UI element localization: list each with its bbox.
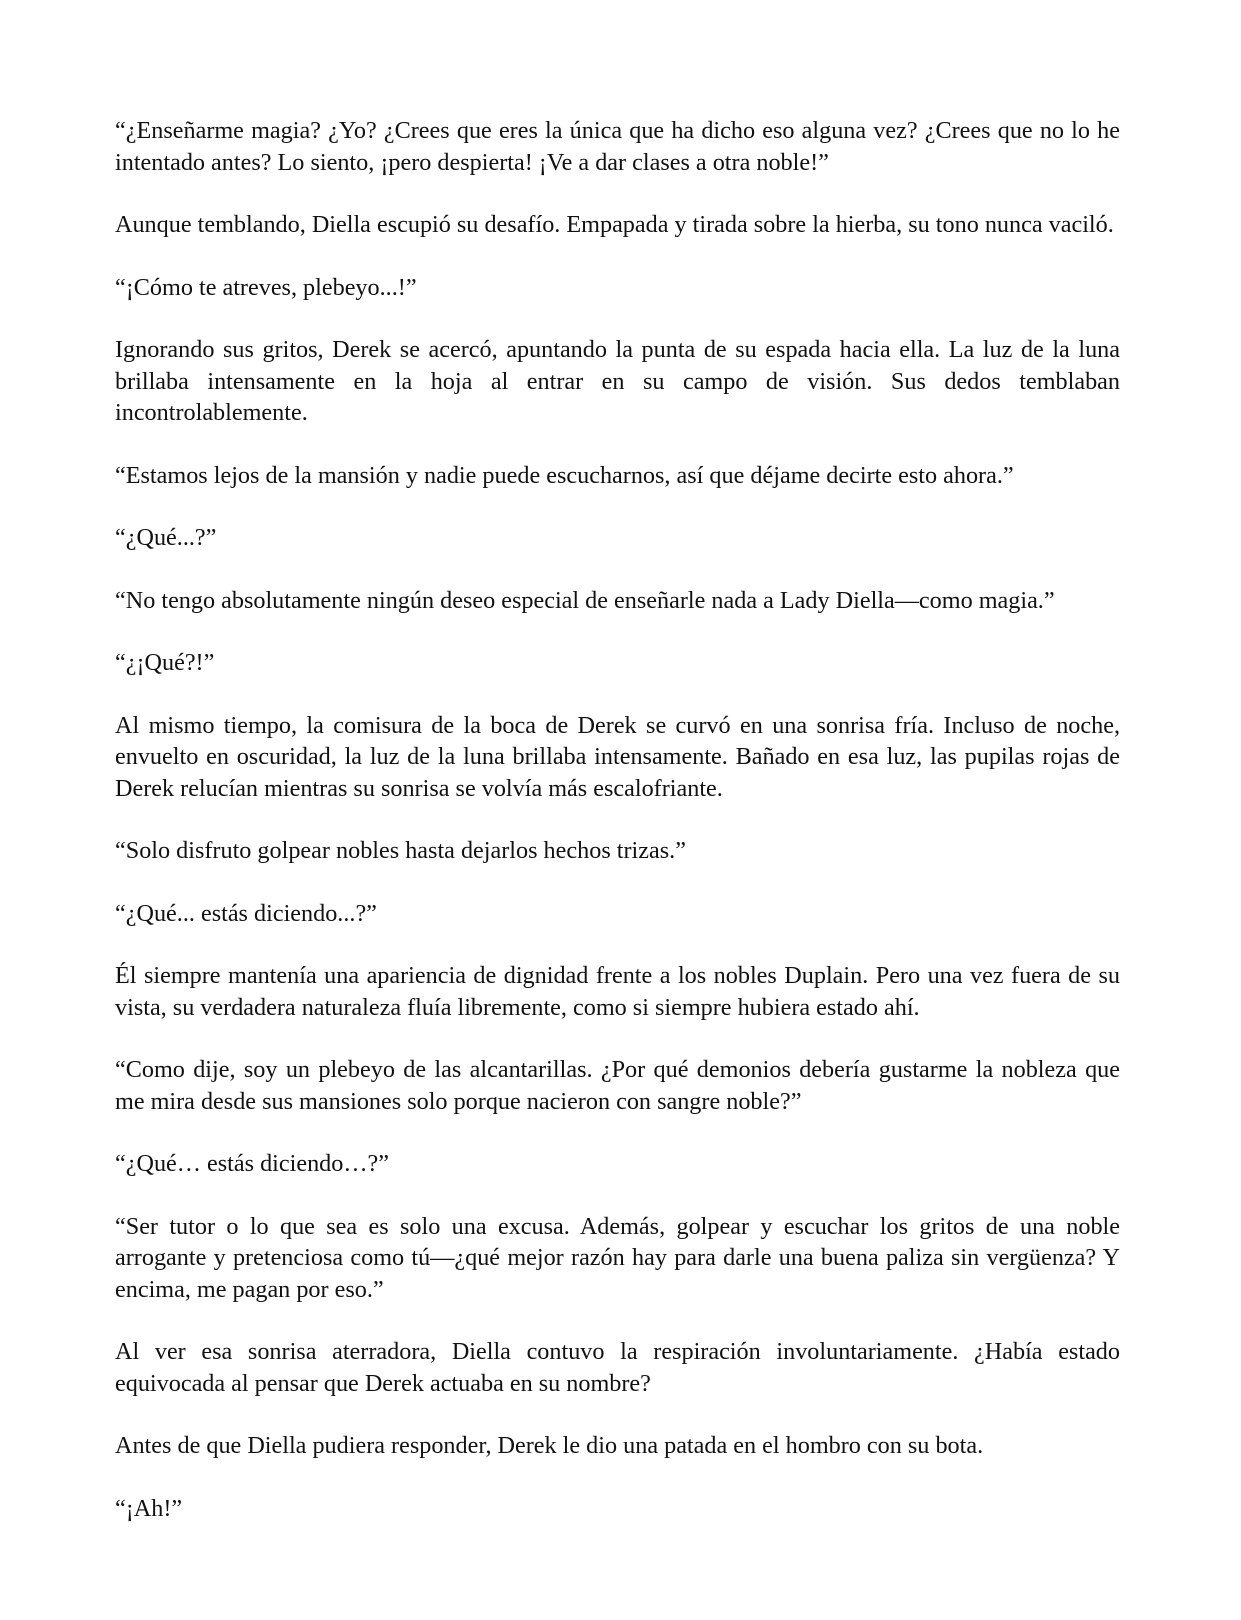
paragraph-4: Ignorando sus gritos, Derek se acercó, apuntando la punta de su espada hacia ella. La luz de la luna brillaba intensamente en la hoja al entrar en su campo de visión. Sus dedos temblaban incontrolablemente.	[115, 336, 1120, 426]
paragraph-8: “¿¡Qué?!”	[115, 649, 215, 676]
paragraph-15: “Ser tutor o lo que sea es solo una excusa. Además, golpear y escuchar los gritos de una noble arrogante y pretenciosa como tú—¿qué mejor razón hay para darle una buena paliza sin vergüenza? Y encima, me pagan por eso.”	[115, 1212, 1120, 1303]
document-page	[115, 115, 1120, 1555]
paragraph-6: “¿Qué...?”	[115, 524, 217, 551]
paragraph-18: “¡Ah!”	[115, 1494, 183, 1522]
paragraph-13: “Como dije, soy un plebeyo de las alcantarillas. ¿Por qué demonios debería gustarme la nobleza que me mira desde sus mansiones solo porque nacieron con sangre noble?”	[115, 1056, 1120, 1115]
paragraph-12: Él siempre mantenía una apariencia de dignidad frente a los nobles Duplain. Pero una vez fuera de su vista, su verdadera naturaleza fluía libremente, como si siempre hubiera estado ahí.	[115, 962, 1120, 1021]
paragraph-7: “No tengo absolutamente ningún deseo especial de enseñarle nada a Lady Diella—como magia.”	[115, 586, 1055, 614]
paragraph-17: Antes de que Diella pudiera responder, Derek le dio una patada en el hombro con su bota.	[115, 1432, 984, 1459]
paragraph-1: “¿Enseñarme magia? ¿Yo? ¿Crees que eres la única que ha dicho eso alguna vez? ¿Crees que no lo he intentado antes? Lo siento, ¡pero despierta! ¡Ve a dar clases a otra noble!”	[115, 117, 1120, 176]
paragraph-10: “Solo disfruto golpear nobles hasta dejarlos hechos trizas.”	[115, 837, 686, 864]
paragraph-16: Al ver esa sonrisa aterradora, Diella contuvo la respiración involuntariamente. ¿Había estado equivocada al pensar que Derek actuaba en su nombre?	[115, 1338, 1120, 1397]
paragraph-14: “¿Qué… estás diciendo…?”	[115, 1150, 390, 1177]
paragraph-9: Al mismo tiempo, la comisura de la boca de Derek se curvó en una sonrisa fría. Incluso de noche, envuelto en oscuridad, la luz de la luna brillaba intensamente. Bañado en esa luz, las pupilas rojas de Derek relucían mientras su sonrisa se volvía más escalofriante.	[115, 711, 1120, 802]
paragraph-5: “Estamos lejos de la mansión y nadie puede escucharnos, así que déjame decirte esto ahora.”	[115, 461, 1014, 489]
paragraph-3: “¡Cómo te atreves, plebeyo...!”	[115, 273, 417, 301]
paragraph-2: Aunque temblando, Diella escupió su desafío. Empapada y tirada sobre la hierba, su tono nunca vaciló.	[115, 211, 1114, 238]
paragraph-11: “¿Qué... estás diciendo...?”	[115, 899, 377, 927]
